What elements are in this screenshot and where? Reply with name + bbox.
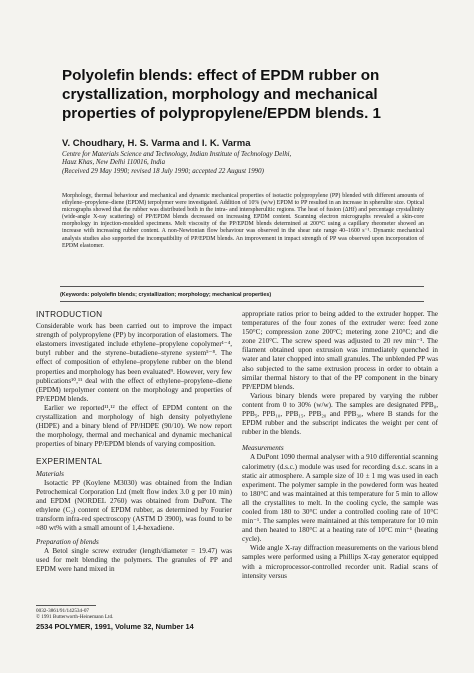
page-footer: 2534 POLYMER, 1991, Volume 32, Number 14 [36, 622, 194, 631]
affiliation-address: Hauz Khas, New Delhi 110016, India [62, 159, 166, 167]
abstract: Morphology, thermal behaviour and mechanical and dynamic mechanical properties of isotactic polypropylene (PP) blended with different amounts of ethylene–propylene–diene (EPDM) terpolymer were investigated. Addition of 10% (w/w) EPDM to PP resulted in an increase in spherulite size. Optical micrographs showed that the rubber was distributed both in the intra- and interspherulitic regions. The heat of fusion (ΔHf) and percentage crystallinity (wide-angle X-ray scattering) of PP/EPDM blends decreased on increasing EPDM content. Scanning electron micrographs revealed a skin-core morphology in injection-moulded specimens. Melt viscosity of the PP/EPDM blends determined at 200°C using a capillary rheometer showed an increase with increasing rubber content. A non-Newtonian flow behaviour was observed in the shear rate range 40–1600 s⁻¹. Dynamic mechanical analysis studies also supported the incompatibility of PP/EPDM blends. An improvement in impact strength of PP was observed upon incorporation of EPDM elastomer. [62, 193, 424, 249]
keywords-top-rule [60, 286, 424, 287]
preparation-paragraph: A Betol single screw extruder (length/diameter = 19.47) was used for melt blending the polymers. The granules of PP and EPDM were hand mixed in [36, 547, 232, 574]
intro-paragraph-2: Earlier we reported¹¹,¹² the effect of EPDM content on the crystallization and morphology of high density polyethylene (HDPE) and a binary blend of PP/HDPE (90/10). We now report the morphology, thermal and mechanical and dynamic mechanical properties of binary PP/EPDM blends of varying composition. [36, 403, 232, 449]
preparation-continued: appropriate ratios prior to being added to the extruder hopper. The temperatures of the four zones of the extruder were: feed zone 150°C; compression zone 200°C; metering zone 210°C; and die zone 210°C. The screw speed was adjusted to 20 rev min⁻¹. The filament obtained upon extrusion was immediately quenched in water and later chopped into small granules. The unblended PP was also subjected to the same extrusion process in order to obtain a similar thermal history to that of the PP component in the binary PP/EPDM blends. [242, 310, 438, 391]
measurements-paragraph-2: Wide angle X-ray diffraction measurements on the various blend samples were performed using a Phillips X-ray generator equipped with a microprocessor-controlled recorder unit. Radial scans of intensity versus [242, 544, 438, 580]
intro-paragraph-1: Considerable work has been carried out to improve the impact strength of polypropylene (PP) by incorporation of elastomers. The elastomers investigated include ethylene–propylene copolymer¹⁻⁴, butyl rubber and the styrene–butadiene–styrene system⁵⁻⁸. The effect of composition of ethylene–propylene rubber on the blend properties and morphology has been evaluated⁹. However, very few publications¹⁰,¹¹ deal with the effect of ethylene–propylene–diene (EPDM) terpolymer content on the morphology and properties of PP/EPDM blends. [36, 322, 232, 403]
introduction-heading: INTRODUCTION [36, 310, 103, 319]
samples-paragraph: Various binary blends were prepared by varying the rubber content from 0 to 30% (w/w). The samples are designated PPB₀, PPB₅, PPB₁₀, PPB₁₅, PPB₂₀ and PPB₃₀, where B stands for the EPDM rubber and the subscript indicates the weight per cent of rubber in the blends. [242, 391, 438, 437]
keywords-bottom-rule [60, 301, 424, 302]
paper-title: Polyolefin blends: effect of EPDM rubber on crystallization, morphology and mechanical properties of polypropylene/EPDM blends. 1 [62, 67, 381, 122]
measurements-paragraph-1: A DuPont 1090 thermal analyser with a 910 differential scanning calorimetry (d.s.c.) module was used for recording d.s.c. scans in a static air atmosphere. A sample size of 10 ± 1 mg was used in each experiment. The polymer sample in the powdered form was heated to 180°C and was maintained at this temperature for 5 min to allow all the crystallites to melt. In the cooling cycle, the sample was cooled from 180 to 30°C under a controlled cooling rate of 10°C min⁻¹. The samples were maintained at this temperature for 10 min and then heated to 180°C at a heating rate of 10°C min⁻¹ (heating cycle). [242, 453, 438, 544]
received-dates: (Received 29 May 1990; revised 18 July 1990; accepted 22 August 1990) [62, 167, 264, 175]
measurements-heading: Measurements [242, 444, 284, 453]
keywords: (Keywords: polyolefin blends; crystallization; morphology; mechanical properties) [60, 292, 272, 298]
issn: 0032-3861/91/142534-07 [36, 608, 90, 614]
affiliation [62, 151, 422, 176]
left-column [36, 310, 232, 575]
authors: V. Choudhary, H. S. Varma and I. K. Varma [62, 138, 251, 149]
materials-paragraph: Isotactic PP (Koylene M3030) was obtained from the Indian Petrochemical Corporation Ltd (melt flow index 3.0 g per 10 min) and EPDM (NORDEL 2760) was obtained from DuPont. The ethylene (C₂) content of EPDM rubber, as determined by Fourier transform infra-red spectroscopy (ASTM D 3900), was found to be ≈80 wt% with a small amount of 1,4-hexadiene. [36, 478, 232, 533]
experimental-heading: EXPERIMENTAL [36, 457, 103, 467]
right-column [242, 310, 438, 581]
preparation-heading: Preparation of blends [36, 538, 99, 547]
copyright: © 1991 Butterworth-Heinemann Ltd. [36, 614, 114, 621]
materials-heading: Materials [36, 469, 64, 478]
publisher-note [36, 605, 232, 620]
affiliation-institute: Centre for Materials Science and Technology, Indian Institute of Technology Delhi, [62, 151, 292, 158]
publisher-note-rule [36, 605, 96, 606]
